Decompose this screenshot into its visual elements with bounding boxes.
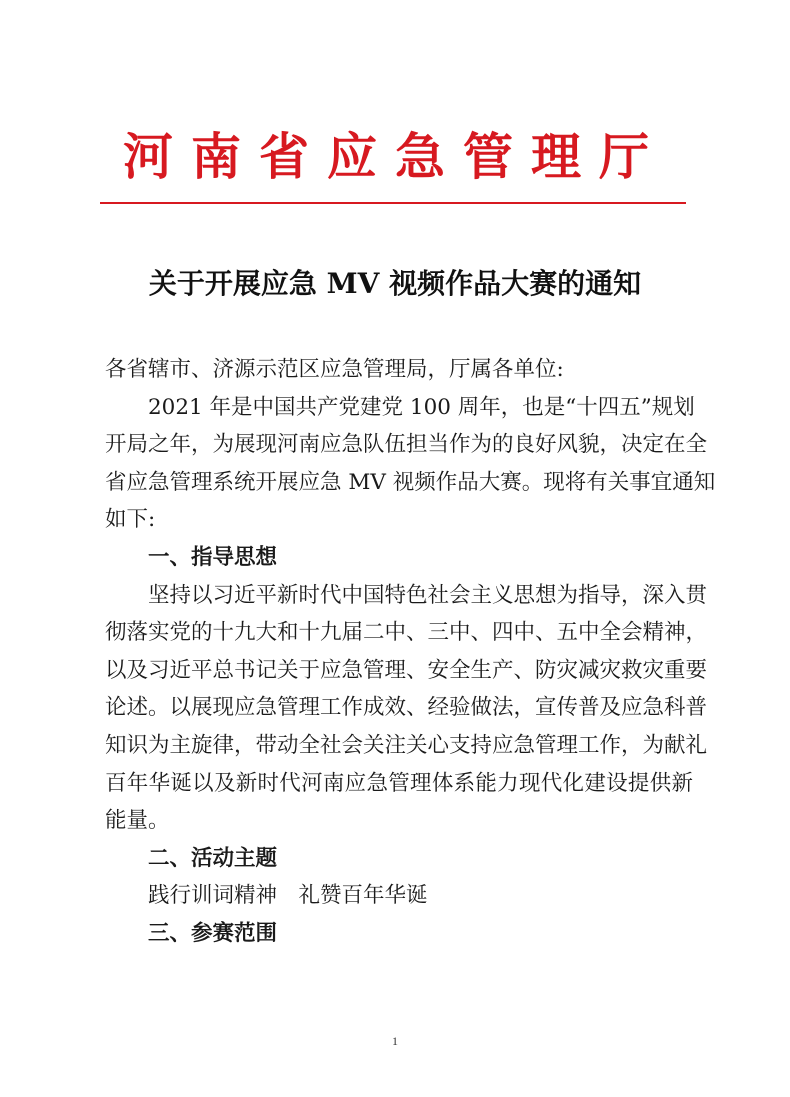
section-heading-activity-theme: 二、活动主题 (148, 845, 278, 871)
intro-line: 开局之年，为展现河南应急队伍担当作为的良好风貌，决定在全 (105, 432, 708, 458)
document-body (105, 351, 716, 953)
section-1-line: 百年华诞以及新时代河南应急管理体系能力现代化建设提供新 (105, 770, 693, 796)
section-heading-participation-scope: 三、参赛范围 (148, 920, 278, 946)
section-1-line: 彻落实党的十九大和十九届二中、三中、四中、五中全会精神， (105, 620, 708, 646)
section-1-line: 知识为主旋律，带动全社会关注关心支持应急管理工作，为献礼 (105, 732, 708, 758)
section-1-line: 论述。以展现应急管理工作成效、经验做法，宣传普及应急科普 (105, 695, 708, 721)
section-1-line: 以及习近平总书记关于应急管理、安全生产、防灾减灾救灾重要 (105, 657, 708, 683)
section-1-line: 能量。 (105, 808, 170, 834)
page-number: 1 (392, 1034, 398, 1048)
section-heading-guiding-ideology: 一、指导思想 (148, 544, 278, 570)
intro-line: 如下: (105, 507, 156, 533)
salutation: 各省辖市、济源示范区应急管理局，厅属各单位: (105, 357, 564, 382)
section-1-line: 坚持以习近平新时代中国特色社会主义思想为指导，深入贯 (148, 582, 708, 608)
intro-line: 省应急管理系统开展应急 MV 视频作品大赛。现将有关事宜通知 (105, 469, 716, 495)
masthead-org-name: 河南省应急管理厅 (123, 128, 667, 186)
document-title: 关于开展应急 MV 视频作品大赛的通知 (148, 267, 642, 300)
activity-theme-text: 践行训词精神 礼赞百年华诞 (148, 883, 428, 909)
masthead-red-rule (100, 202, 686, 204)
intro-line: 2021 年是中国共产党建党 100 周年，也是“十四五”规划 (148, 394, 695, 420)
